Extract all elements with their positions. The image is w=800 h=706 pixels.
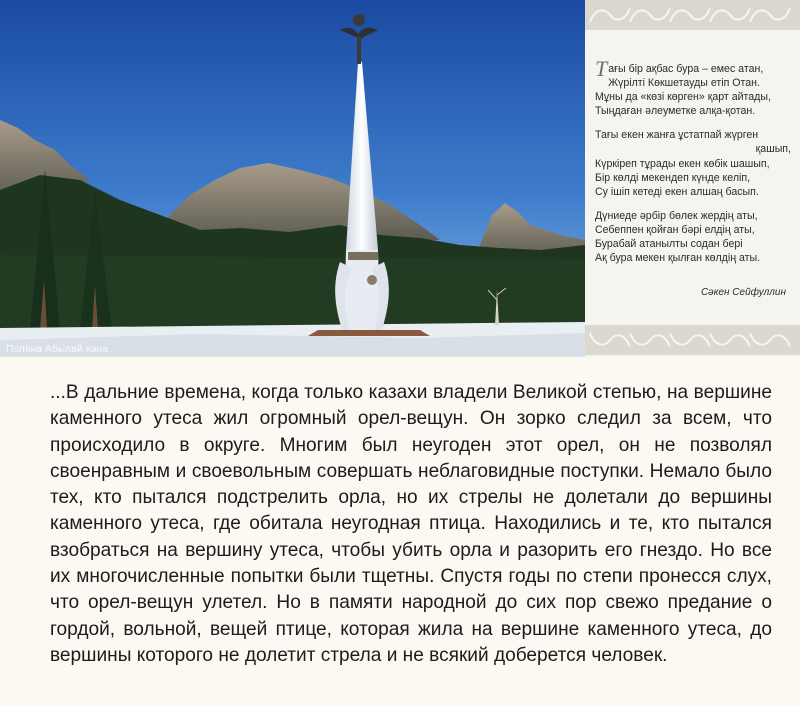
poem-stanza-1 [595,56,795,118]
poem-line: Тағы екен жанға ұстатпай жүрген [595,129,759,142]
ornament-bottom-border [585,325,800,355]
poem-line: қашып, [755,143,791,156]
poem-line: Бурабай атанылты содан бері [595,238,743,251]
poem-line: Су ішіп кетеді екен алшаң басып. [595,185,759,198]
ornament-icon [585,0,800,30]
poem-line: Жүрілті Көкшетауды етіп Отан. [608,77,760,90]
poem [595,56,795,275]
ornament-icon [585,325,800,355]
poem-line: Бір көлді мекендеп күнде келіп, [595,171,751,184]
photo-caption: Поляна Абылай хана [6,344,109,355]
poem-line: Күркіреп тұрады екен көбік шашып, [595,157,770,170]
poem-line: ағы бір ақбас бура – емес атан, [608,63,764,75]
ornament-top-border [585,0,800,30]
poem-line: Дүниеде әрбір бөлек жердің аты, [595,209,758,222]
landscape-photo [0,0,585,357]
poem-line: Мұны да «көзі көрген» қарт айтады, [595,91,771,104]
poem-stanza-3 [595,209,795,265]
poem-author: Сәкен Сейфуллин [700,287,786,298]
poem-line: Ақ бура мекен қылған көлдің аты. [595,252,761,265]
poem-panel [585,0,800,357]
poem-line: Тыңдаған әлеуметке алқа-қотан. [595,105,756,118]
poem-stanza-2 [595,128,795,198]
legend-paragraph: ...В дальние времена, когда только казахи владели Великой степью, на вершине каменного утеса жил огромный орел-вещун. Он зорко следил за всем, что происходило в округе. Многим был неугоден этот орел, он не позволял своенравным и своевольным совершать неблаговидные поступки. Немало было тех, кто пытался подстрелить орла, но их стрелы не долетали до вершины каменного утеса, где обитала неугодная птица. Находились и те, кто пытался взобраться на вершину утеса, чтобы убить орла и разорить его гнездо. Но все их многочисленные попытки были тщетны. Спустя годы по степи пронесся слух, что орел-вещун улетел. Но в памяти народной до сих пор свежо предание о гордой, вольной, вещей птице, которая жила на вершине каменного утеса, до вершины которого не долетит стрела и не всякий доберется человек. [50,382,772,666]
landscape-illustration [0,0,585,357]
poem-dropcap: Т [595,56,608,81]
poem-line: Себеппен қойған бәрі елдің аты, [595,223,755,236]
